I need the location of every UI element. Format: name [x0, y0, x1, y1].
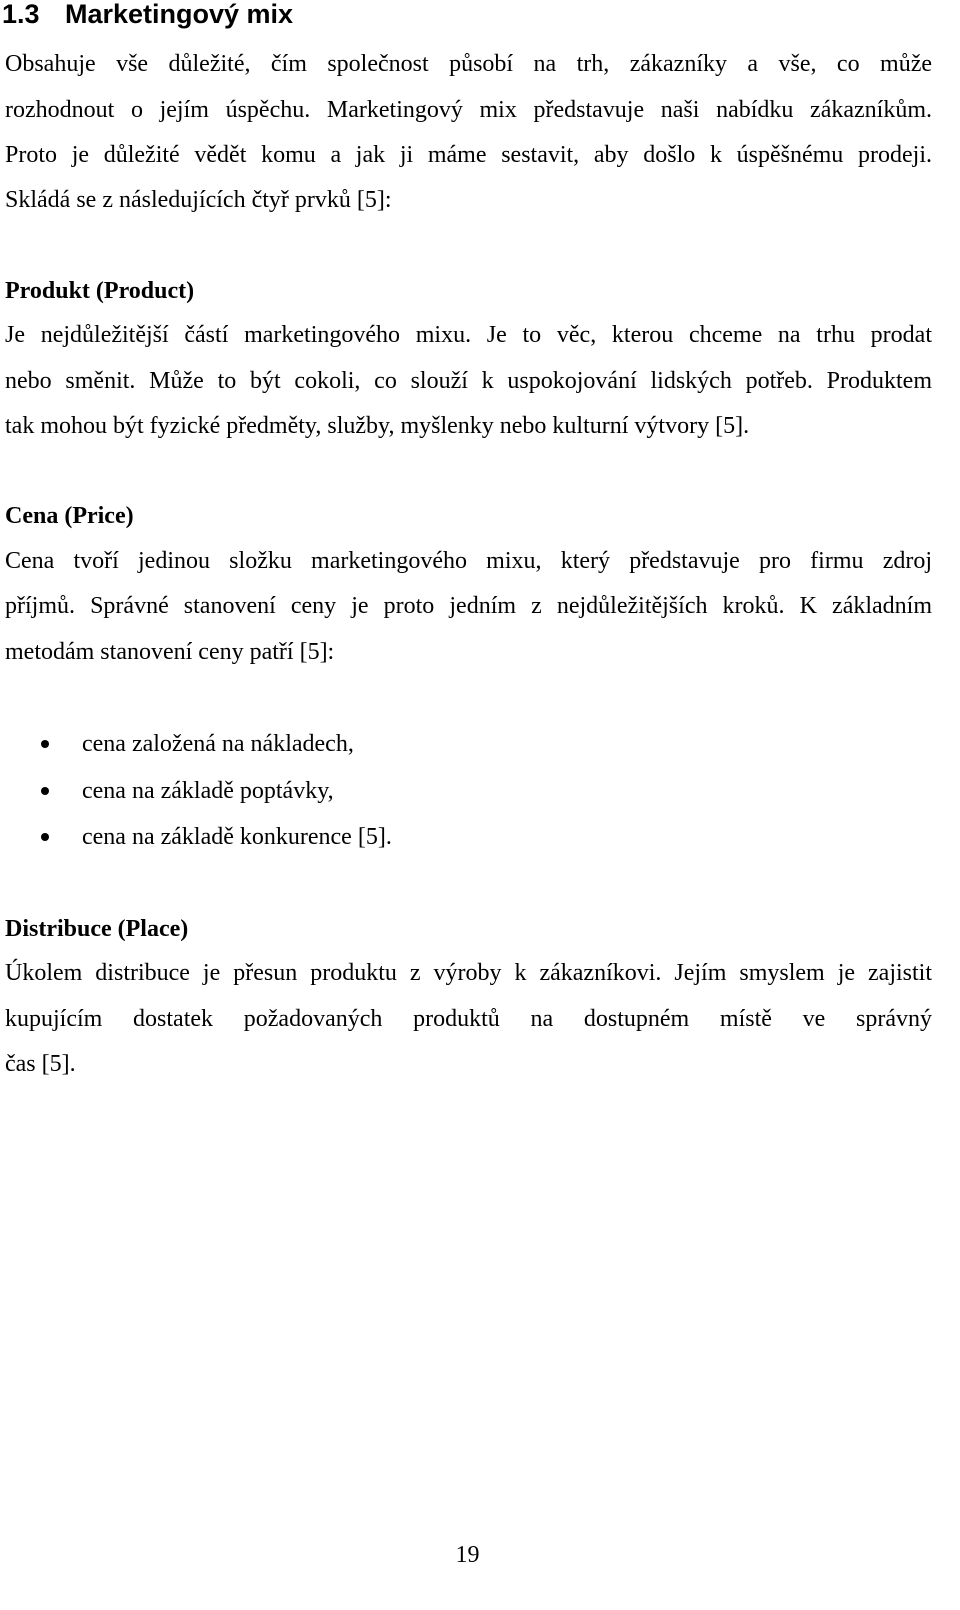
- place-line: čas [5].: [5, 1051, 76, 1077]
- product-heading: Produkt (Product): [5, 278, 195, 304]
- section-title: Marketingový mix: [65, 0, 294, 29]
- product-line: tak mohou být fyzické předměty, služby, myšlenky nebo kulturní výtvory [5].: [5, 413, 750, 439]
- price-line: Cena tvoří jedinou složku marketingového mixu, který představuje pro firmu zdroj: [5, 548, 932, 574]
- intro-line: rozhodnout o jejím úspěchu. Marketingový mix představuje naši nabídku zákazníkům.: [5, 97, 932, 123]
- price-line: metodám stanovení ceny patří [5]:: [5, 639, 335, 665]
- price-heading: Cena (Price): [5, 503, 134, 529]
- bullet-icon: [41, 740, 49, 748]
- bullet-icon: [41, 787, 49, 795]
- intro-line: Proto je důležité vědět komu a jak ji máme sestavit, aby došlo k úspěšnému prodeji.: [5, 142, 932, 168]
- bullet-icon: [41, 833, 49, 841]
- intro-line: Obsahuje vše důležité, čím společnost působí na trh, zákazníky a vše, co může: [5, 51, 932, 77]
- intro-line: Skládá se z následujících čtyř prvků [5]:: [5, 187, 392, 213]
- section-heading: [2, 0, 293, 30]
- page-number: 19: [455, 1542, 480, 1568]
- place-heading: Distribuce (Place): [5, 916, 189, 942]
- list-item-text: cena na základě poptávky,: [82, 778, 334, 804]
- place-line: kupujícím dostatek požadovaných produktů na dostupném místě ve správný: [5, 1006, 932, 1032]
- price-line: příjmů. Správné stanovení ceny je proto jedním z nejdůležitějších kroků. K základním: [5, 593, 932, 619]
- place-line: Úkolem distribuce je přesun produktu z výroby k zákazníkovi. Jejím smyslem je zajistit: [5, 960, 932, 986]
- section-number: 1.3: [2, 0, 40, 29]
- list-item-text: cena na základě konkurence [5].: [82, 824, 392, 850]
- product-line: nebo směnit. Může to být cokoli, co slouží k uspokojování lidských potřeb. Produktem: [5, 368, 932, 394]
- list-item-text: cena založená na nákladech,: [82, 731, 354, 757]
- product-line: Je nejdůležitější částí marketingového mixu. Je to věc, kterou chceme na trhu prodat: [5, 322, 932, 348]
